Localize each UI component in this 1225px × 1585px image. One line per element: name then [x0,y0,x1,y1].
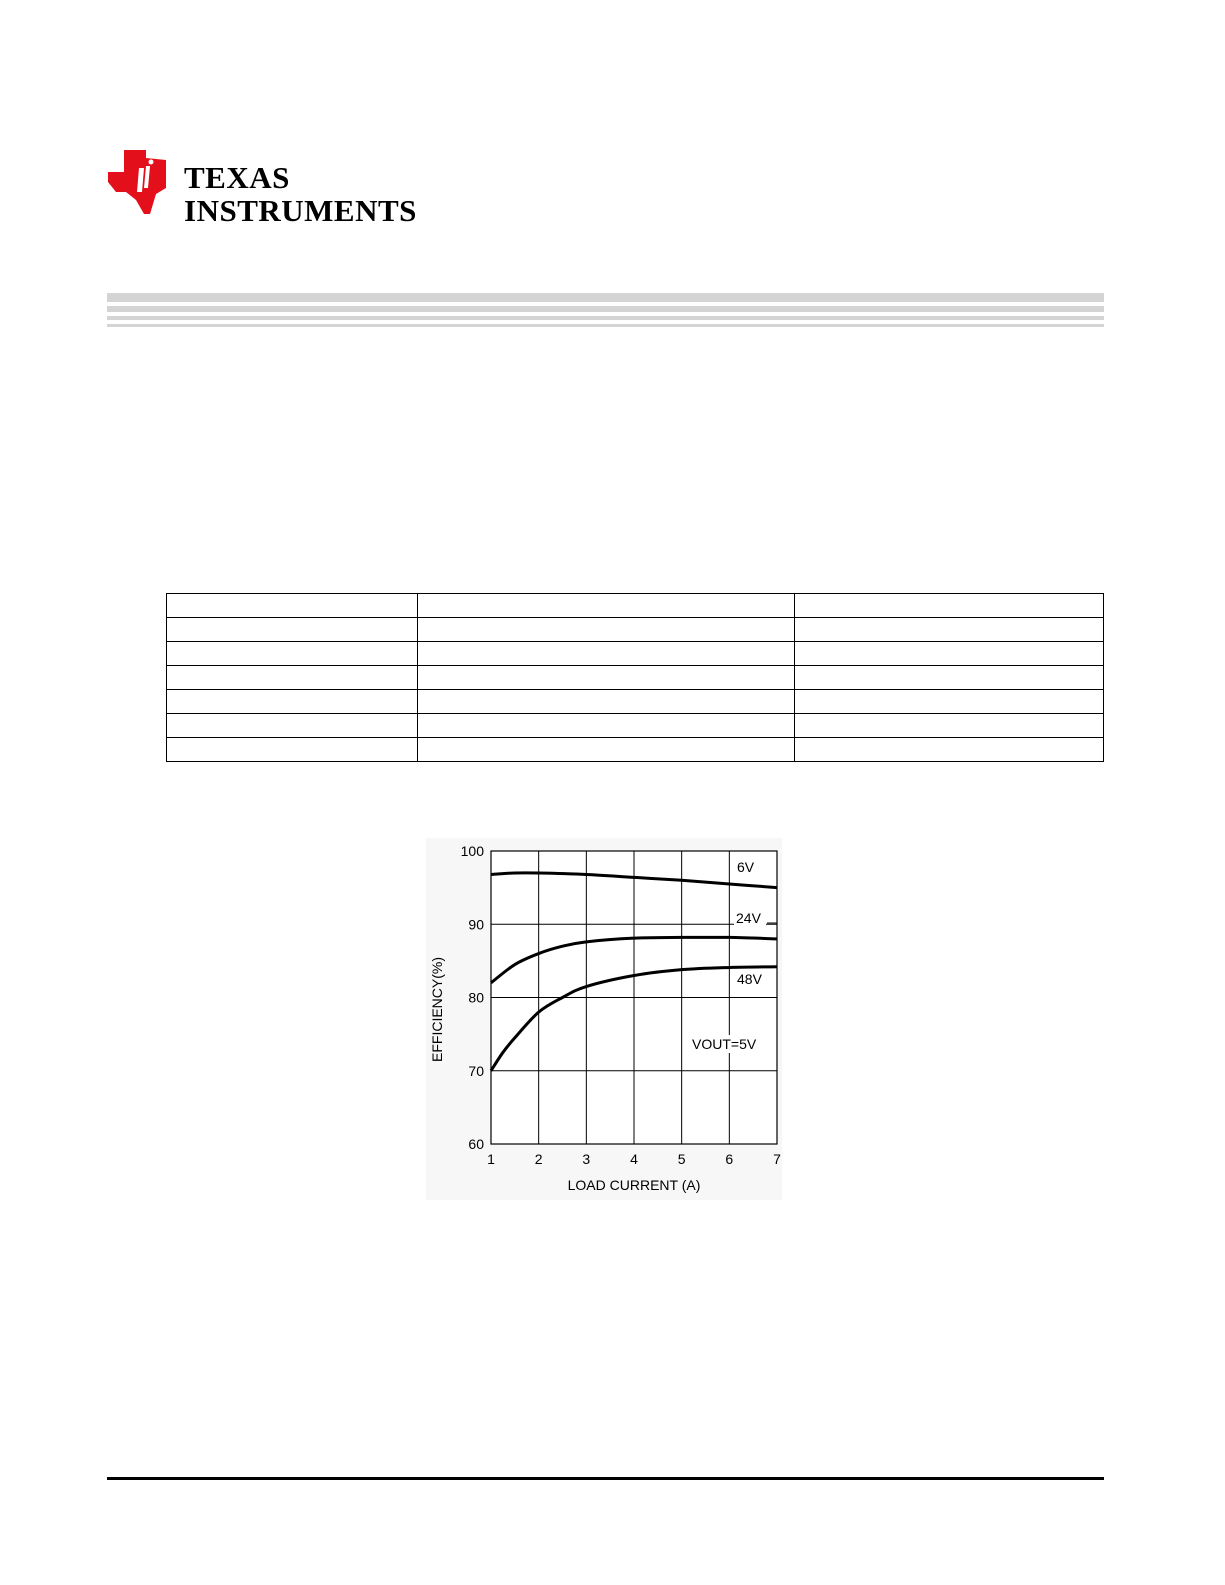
y-tick-label: 60 [468,1136,484,1152]
spec-table [166,593,1104,762]
table-row [167,714,1104,738]
table-cell [167,594,418,618]
x-tick-label: 6 [725,1151,734,1167]
series-label: 48V [737,971,762,987]
x-axis-label: LOAD CURRENT (A) [567,1177,701,1193]
table-cell [795,666,1104,690]
table-cell [418,666,795,690]
header-rule [107,306,1104,312]
table-cell [167,642,418,666]
table-cell [418,738,795,762]
table-cell [418,714,795,738]
table-cell [418,690,795,714]
table-cell [795,714,1104,738]
table-row [167,666,1104,690]
wordmark-line1: TEXAS [184,160,290,195]
x-tick-label: 4 [630,1151,638,1167]
x-tick-label: 5 [677,1151,686,1167]
footer-rule [107,1477,1104,1480]
table-cell [795,738,1104,762]
y-tick-label: 70 [468,1062,484,1079]
texas-state-emblem-icon [106,148,176,218]
efficiency-chart-svg [426,838,782,1200]
y-axis-label: EFFICIENCY(%) [429,957,445,1062]
table-row [167,738,1104,762]
table-cell [167,714,418,738]
series-label: 6V [737,859,755,875]
table-cell [418,594,795,618]
header-rule [107,324,1104,327]
header-rule [107,316,1104,320]
chart-annotation: VOUT=5V [692,1036,757,1052]
y-tick-label: 90 [468,916,484,933]
efficiency-chart [426,838,782,1200]
series-label: 24V [736,910,761,926]
x-tick-label: 3 [582,1151,591,1167]
table-cell [795,642,1104,666]
table-cell [795,594,1104,618]
table-row [167,618,1104,642]
table-cell [167,738,418,762]
header-rule [107,293,1104,302]
y-tick-label: 80 [468,989,484,1006]
table-cell [167,666,418,690]
y-tick-label: 100 [460,843,484,859]
ti-logo [106,148,426,228]
wordmark-line2: INSTRUMENTS [184,193,417,228]
table-row [167,690,1104,714]
x-tick-label: 7 [773,1151,781,1167]
table-cell [795,618,1104,642]
table-row [167,642,1104,666]
table-cell [795,690,1104,714]
table-cell [167,618,418,642]
table-cell [167,690,418,714]
table-cell [418,618,795,642]
ti-wordmark [184,162,417,226]
table-cell [418,642,795,666]
x-tick-label: 2 [534,1151,543,1167]
x-tick-label: 1 [487,1151,495,1167]
table-row [167,594,1104,618]
